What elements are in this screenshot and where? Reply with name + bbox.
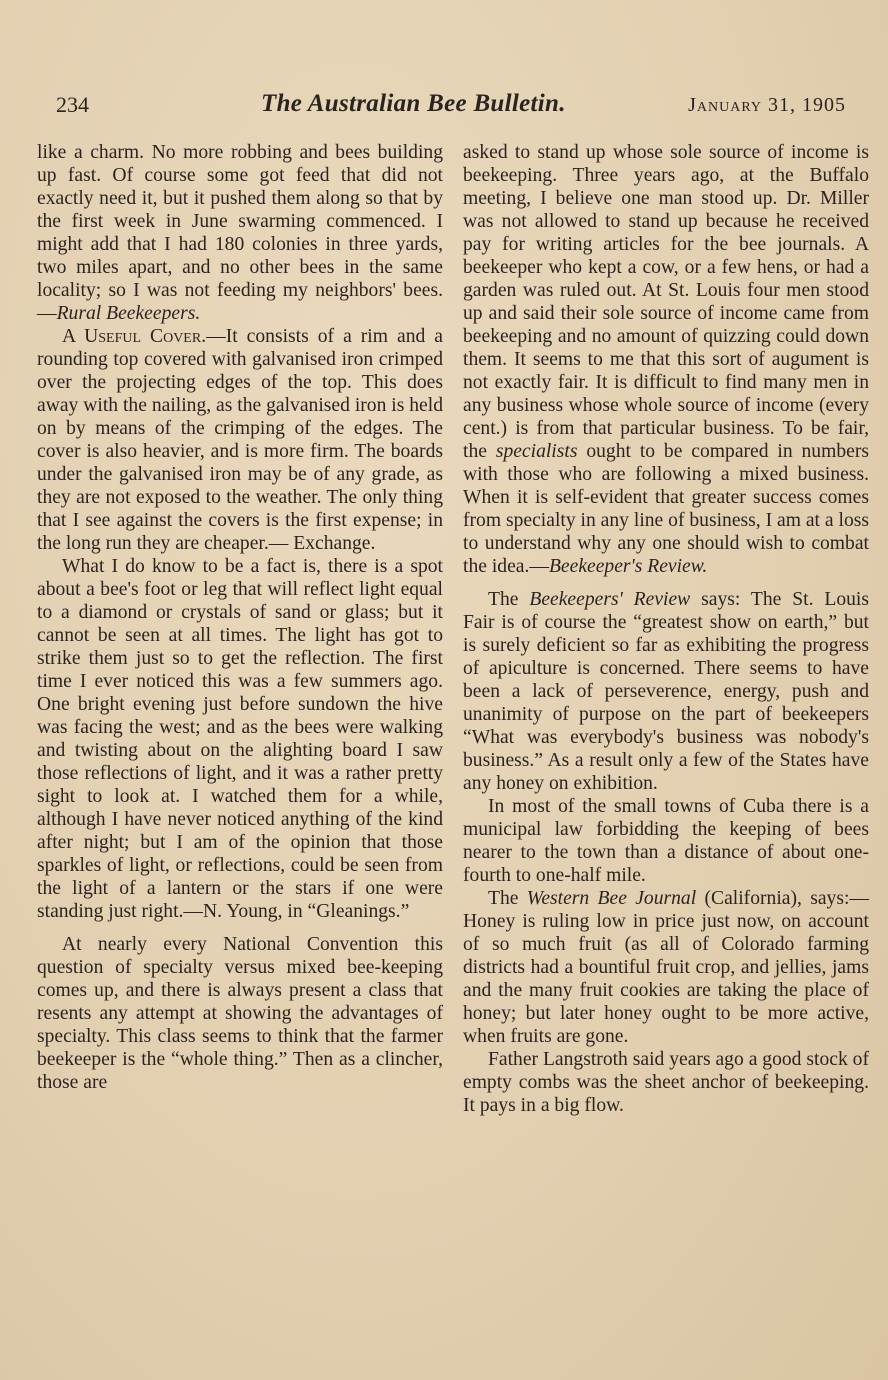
bee-foot-reflection-paragraph: What I do know to be a fact is, there is a spot about a bee's foot or leg that will reflect light equal to a diamond or crystals of sand or glass; but it cannot be seen at all times. The light has got to strike them just so to get the reflection. The first time I ever noticed this was a few summers ago. One bright evening just before sundown the hive was facing the west; and as the bees were walking and twisting about on the alighting board I saw those reflections of light, and it was a rather pretty sight to look at. I watched them for a while, although I have never noticed anything of the kind after night; but I am of the opinion that those sparkles of light, or reflections, could be seen from the light of a lantern or the stars if one were standing just right.—N. Young, in “Gleanings.”: [37, 556, 443, 922]
article-heading: A Useful Cover.: [62, 326, 207, 347]
useful-cover-paragraph: [37, 325, 443, 555]
langstroth-paragraph: Father Langstroth said years ago a good stock of empty combs was the sheet anchor of beekeeping. It pays in a big flow.: [463, 1049, 869, 1116]
specialty-continued-paragraph: [463, 141, 869, 578]
paragraph-text: says: The St. Louis Fair is of course the “greatest show on earth,” but is surely deficient so far as exhibiting the progress of apiculture is concerned. There seems to have been a lack of perseverence, energy, push and unanimity of purpose on the part of beekeepers “What was everybody's business was nobody's business.” As a result only a few of the States have any honey on exhibition.: [463, 589, 869, 794]
issue-date: January 31, 1905: [688, 94, 846, 116]
western-bee-journal-paragraph: [463, 887, 869, 1048]
paragraph-text: The: [488, 888, 527, 909]
source-citation: Western Bee Journal: [526, 888, 697, 909]
cuba-law-paragraph: In most of the small towns of Cuba there is a municipal law forbidding the keeping of bees nearer to the town than a distance of about one-fourth to one-half mile.: [463, 796, 869, 886]
paragraph-text: ought to be compared in numbers with those who are following a mixed business. When it is self-evident that greater success comes from specialty in any line of business, I am at a loss to understand why any one should wish to combat the idea.—: [463, 441, 869, 577]
paragraph-text: asked to stand up whose sole source of income is beekeeping. Three years ago, at the Buffalo meeting, I believe one man stood up. Dr. Miller was not allowed to stand up because he received pay for writing articles for the bee journals. A beekeeper who kept a cow, or a few hens, or had a garden was ruled out. At St. Louis four men stood up and said their sole source of income came from beekeeping and no amount of quizzing could down them. It seems to me that this sort of augument is not exactly fair. It is difficult to find many men in any business whose whole source of income (every cent.) is from that particular business. To be fair, the: [463, 142, 869, 462]
emphasis-word: specialists: [495, 441, 578, 462]
paragraph-text: —It consists of a rim and a rounding top covered with galvanised iron crimped over the projecting edges of the top. This does away with the nailing, as the galvanised iron is held on by means of the crimping of the edges. The cover is also heavier, and is more firm. The boards under the galvanised iron may be of any grade, as they are not exposed to the weather. The only thing that I see against the covers is the first expense; in the long run they are cheaper.— Exchange.: [37, 326, 443, 554]
source-citation: Beekeepers' Review: [529, 589, 691, 610]
rural-beekeepers-paragraph: [37, 141, 443, 325]
paragraph-text: like a charm. No more robbing and bees building up fast. Of course some got feed that did not exactly need it, but it pushed them along so that by the first week in June swarming commenced. I might add that I had 180 colonies in three yards, two miles apart, and no other bees in the same locality; so I was not feeding my neighbors' bees.—: [37, 142, 443, 324]
paragraph-text: (California), says:—Honey is ruling low in price just now, on account of so much fruit (as all of Colorado farming districts had a bountiful fruit crop, and jellies, jams and the many fruit cookies are taking the place of honey; but later honey ought to be more active, when fruits are gone.: [463, 888, 869, 1047]
source-citation: Beekeeper's Review.: [548, 556, 708, 577]
paragraph-text: The: [488, 589, 530, 610]
specialty-convention-paragraph: At nearly every National Convention this question of specialty versus mixed bee-keeping comes up, and there is always present a class that resents any attempt at showing the advantages of specialty. This class seems to think that the farmer beekeeper is the “whole thing.” Then as a clincher, those are: [37, 934, 443, 1093]
journal-title: The Australian Bee Bulletin.: [261, 90, 566, 117]
source-citation: Rural Beekeepers.: [56, 303, 201, 324]
page-number: 234: [56, 92, 89, 117]
st-louis-fair-paragraph: [463, 588, 869, 795]
right-column: [463, 141, 869, 1117]
left-column: [37, 141, 443, 1094]
page-header: [56, 92, 846, 124]
